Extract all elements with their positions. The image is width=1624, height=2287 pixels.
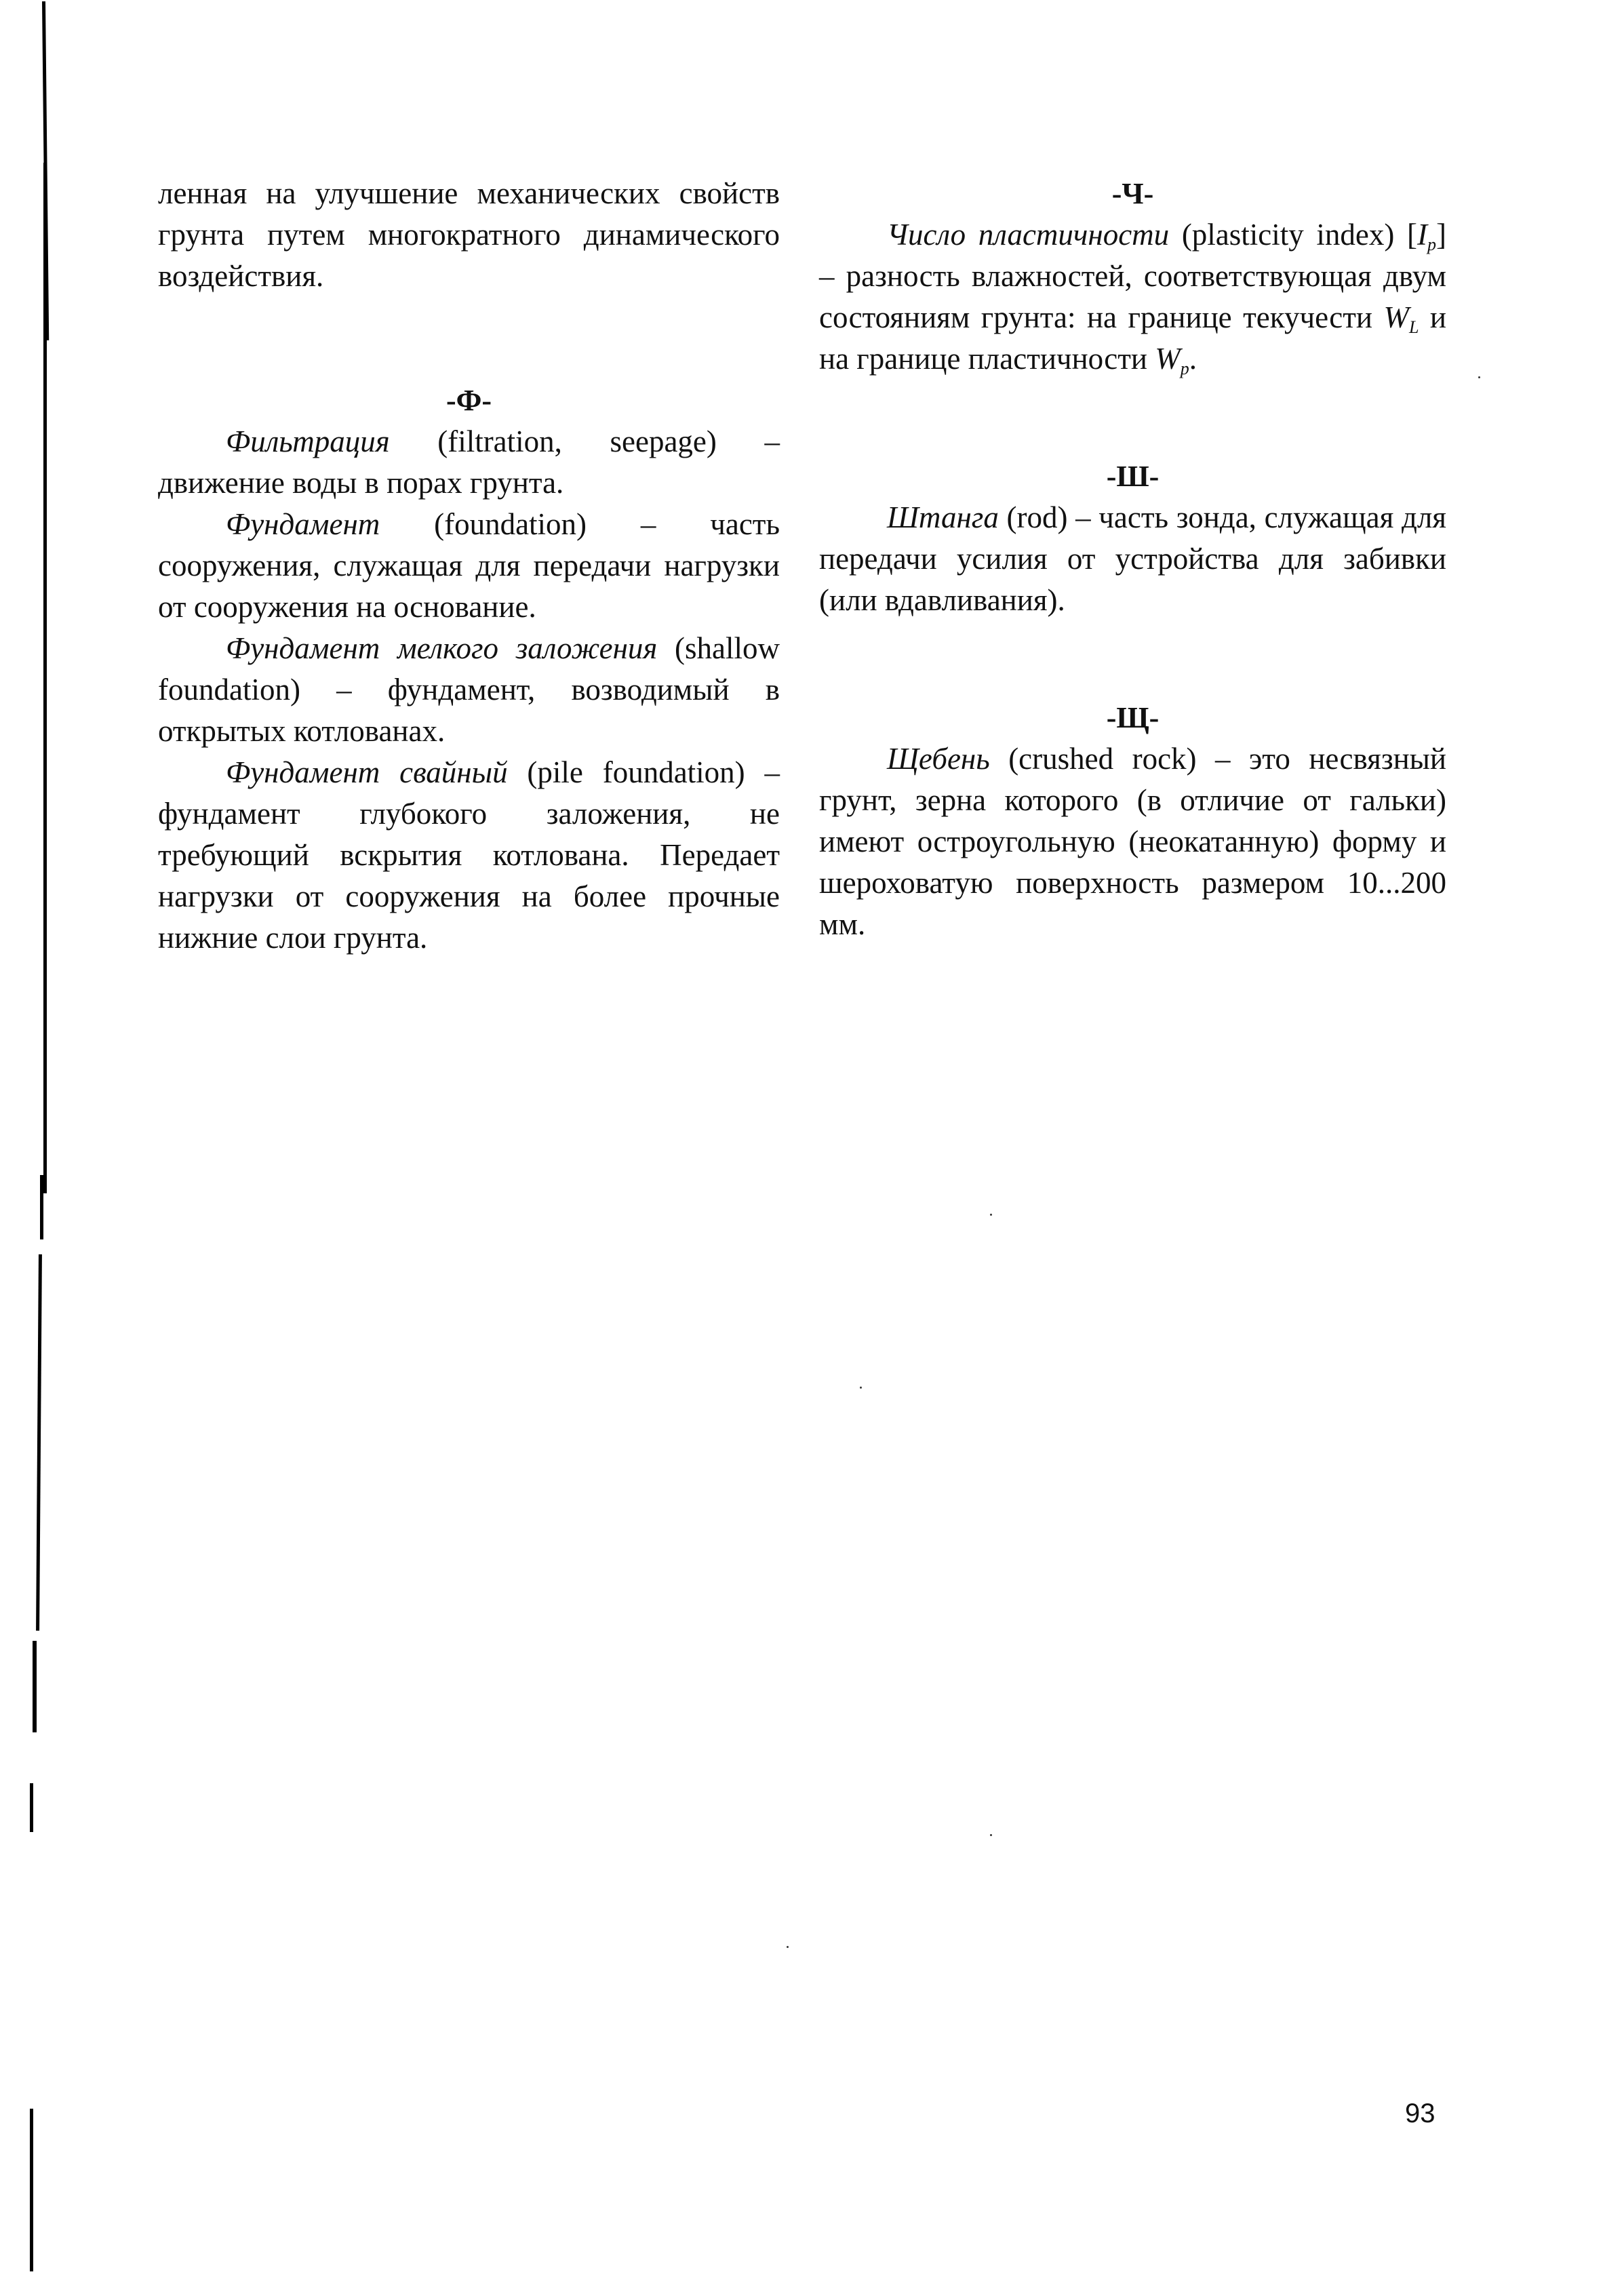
entry-term: Число пластичности: [887, 218, 1170, 252]
scan-speck: [787, 1946, 789, 1948]
scan-edge-line-mid: [43, 163, 47, 1193]
section-heading-sh: -Ш-: [1106, 460, 1160, 493]
page-number: 93: [1405, 2099, 1435, 2128]
entry-definition: (plasticity index) [: [1169, 218, 1417, 252]
scan-speck: [1478, 376, 1480, 378]
glossary-entry-filtration: [158, 421, 780, 504]
symbol-i: I: [1417, 218, 1427, 252]
symbol-w-liquid: W: [1383, 300, 1409, 334]
scan-edge-line-bottom2: [30, 2109, 33, 2271]
scan-speck: [990, 1834, 992, 1836]
glossary-entry-shallow-foundation: [158, 628, 780, 752]
section-heading-shch: -Щ-: [1106, 701, 1160, 734]
entry-definition: (pile foundation) – фундамент глубокого заложения, не требующий вскрытия котлована. Передает нагрузки от сооружения на более прочные нижние слои грунта.: [158, 755, 780, 955]
entry-definition: и на границе пластичности: [819, 300, 1446, 376]
entry-definition: ] – разность влажностей, соответствующая двум состояниям грунта: на границе текучести: [819, 218, 1446, 334]
entry-definition: .: [1189, 342, 1197, 376]
entry-definition: (filtration, seepage) – движение воды в порах грунта.: [158, 424, 780, 500]
symbol-w-plastic: W: [1155, 342, 1181, 376]
scan-edge-line-lower3: [33, 1641, 37, 1732]
glossary-entry-pile-foundation: [158, 752, 780, 959]
subscript-l: L: [1408, 317, 1419, 337]
right-column: [819, 173, 1446, 945]
entry-term: Щебень: [887, 742, 990, 776]
entry-term: Фундамент: [226, 507, 380, 541]
subscript-p: p: [1427, 235, 1436, 254]
section-heading-ch: -Ч-: [1111, 177, 1154, 210]
left-column: [158, 173, 780, 959]
entry-definition: (crushed rock) – это несвязный грунт, зерна которого (в отличие от гальки) имеют остроугольную (неокатанную) форму и шероховатую поверхность размером 10...200 мм.: [819, 742, 1446, 941]
section-heading-f: -Ф-: [445, 384, 492, 417]
glossary-entry-plasticity-index: [819, 214, 1446, 380]
continuation-paragraph: ленная на улучшение механических свойств грунта путем многократного динамического воздействия.: [158, 176, 780, 293]
entry-term: Фундамент мелкого заложения: [226, 631, 658, 665]
scan-speck: [860, 1387, 862, 1389]
entry-definition: (rod) – часть зонда, служащая для передачи усилия от устройства для забивки (или вдавливания).: [819, 500, 1446, 617]
scan-edge-line-lower2: [36, 1254, 42, 1631]
scan-edge-line-lower1: [40, 1175, 43, 1239]
glossary-entry-foundation: [158, 504, 780, 628]
subscript-p: p: [1180, 359, 1189, 378]
glossary-entry-rod: [819, 497, 1446, 621]
glossary-entry-crushed-rock: [819, 738, 1446, 945]
entry-term: Фильтрация: [226, 424, 390, 458]
entry-definition: (foundation) – часть сооружения, служащая для передачи нагрузки от сооружения на основание.: [158, 507, 780, 624]
entry-definition: (shallow foundation) – фундамент, возводимый в открытых котлованах.: [158, 631, 780, 748]
entry-term: Штанга: [887, 500, 999, 534]
scan-speck: [990, 1214, 992, 1216]
entry-term: Фундамент свайный: [226, 755, 508, 789]
scan-edge-line-bottom: [30, 1783, 33, 1832]
